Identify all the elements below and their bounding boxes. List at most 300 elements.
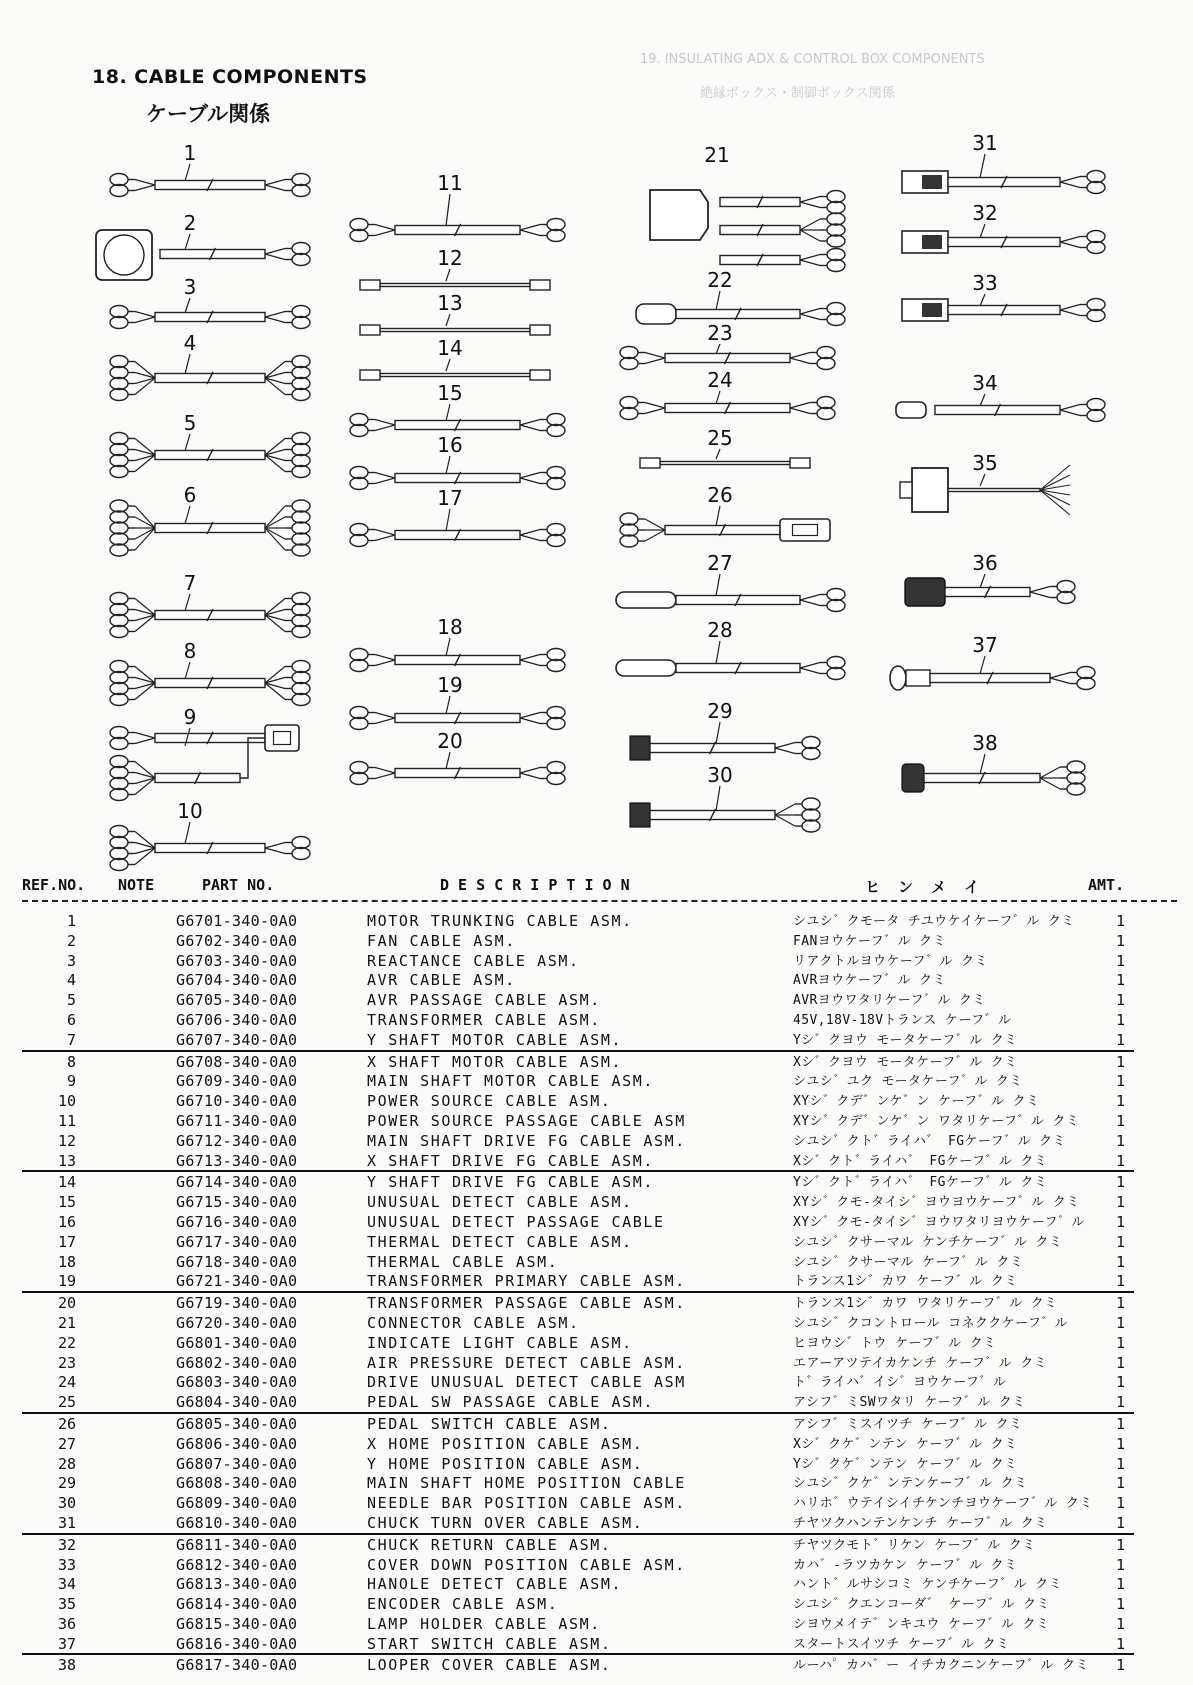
ring-terminal xyxy=(802,809,820,821)
ring-terminal xyxy=(292,626,310,638)
cable-components-diagram xyxy=(0,130,1193,880)
ref-no-cell: 28 xyxy=(57,1454,76,1473)
ring-terminal xyxy=(350,478,368,490)
table-row xyxy=(0,1635,1193,1655)
header-note: NOTE xyxy=(118,876,155,894)
wire xyxy=(800,230,820,241)
wire xyxy=(265,249,285,255)
ref-no-cell: 20 xyxy=(57,1294,76,1313)
table-row xyxy=(0,1294,1193,1314)
wire xyxy=(1060,182,1080,188)
leader-line xyxy=(446,404,450,421)
ring-terminal xyxy=(802,798,820,810)
table-row xyxy=(0,1536,1193,1556)
description-cell: Y HOME POSITION CABLE ASM. xyxy=(367,1454,644,1473)
ring-terminal xyxy=(827,213,845,225)
ring-terminal xyxy=(827,657,845,669)
part-no-cell: G6712-340-0A0 xyxy=(176,1131,298,1150)
description-cell: POWER SOURCE CABLE ASM. xyxy=(367,1092,612,1111)
ring-terminal xyxy=(547,762,565,774)
ring-terminal xyxy=(292,433,310,445)
wire xyxy=(375,655,395,661)
leader-line xyxy=(446,509,450,531)
ring-terminal xyxy=(827,303,845,315)
description-cell: REACTANCE CABLE ASM. xyxy=(367,951,580,970)
wire xyxy=(1030,592,1050,598)
ref-no-cell: 9 xyxy=(66,1072,76,1091)
leader-line xyxy=(185,354,190,374)
ring-terminal xyxy=(827,202,845,214)
amount-cell: 1 xyxy=(1115,991,1125,1010)
callout-number: 22 xyxy=(707,268,733,292)
ring-terminal xyxy=(110,756,128,768)
callout-number: 37 xyxy=(972,633,998,657)
ring-terminal xyxy=(547,414,565,426)
wire xyxy=(375,713,395,719)
amount-cell: 1 xyxy=(1115,1474,1125,1493)
ring-terminal xyxy=(292,455,310,467)
ring-terminal xyxy=(110,626,128,638)
ring-terminal xyxy=(110,466,128,478)
wire xyxy=(1060,305,1080,311)
kana-name-cell: ハント゛ルサシコミ ケンチケーフ゛ル クミ xyxy=(793,1577,1062,1593)
callout-number: 8 xyxy=(183,639,197,663)
wire xyxy=(375,718,395,724)
part-no-cell: G6815-340-0A0 xyxy=(176,1614,298,1633)
ring-terminal xyxy=(620,408,638,420)
wire xyxy=(520,478,540,484)
part-no-cell: G6714-340-0A0 xyxy=(176,1173,298,1192)
wire xyxy=(1040,767,1060,778)
wire xyxy=(265,317,285,323)
wire xyxy=(265,528,285,539)
table-row xyxy=(0,1233,1193,1253)
part-no-cell: G6807-340-0A0 xyxy=(176,1454,298,1473)
description-cell: LOOPER COVER CABLE ASM. xyxy=(367,1656,612,1675)
ring-terminal xyxy=(110,378,128,390)
callout-number: 17 xyxy=(437,486,463,510)
ring-terminal xyxy=(110,593,128,605)
description-cell: MAIN SHAFT MOTOR CABLE ASM. xyxy=(367,1072,655,1091)
leader-line xyxy=(446,314,450,326)
wire xyxy=(135,312,155,318)
ring-terminal xyxy=(547,478,565,490)
kana-name-cell: ヒヨウシ゛トウ ケーフ゛ル クミ xyxy=(793,1335,997,1351)
ring-terminal xyxy=(350,707,368,719)
kana-name-cell: トランス1シ゛カワ ケーフ゛ル クミ xyxy=(793,1274,1018,1290)
ref-no-cell: 15 xyxy=(57,1193,76,1212)
table-row xyxy=(0,1053,1193,1073)
wire xyxy=(520,655,540,661)
table-row xyxy=(0,1354,1193,1374)
part-no-cell: G6713-340-0A0 xyxy=(176,1151,298,1170)
amount-cell: 1 xyxy=(1115,1614,1125,1633)
ring-terminal xyxy=(292,511,310,523)
callout-number: 29 xyxy=(707,699,733,723)
description-cell: X SHAFT MOTOR CABLE ASM. xyxy=(367,1052,623,1071)
wire xyxy=(135,317,155,323)
wire xyxy=(520,530,540,536)
part-no-cell: G6808-340-0A0 xyxy=(176,1474,298,1493)
leader-line xyxy=(980,154,985,178)
ring-terminal xyxy=(1077,678,1095,690)
ring-terminal xyxy=(350,660,368,672)
callout-number: 33 xyxy=(972,271,998,295)
wire xyxy=(265,528,285,550)
ring-terminal xyxy=(292,185,310,197)
ring-terminal xyxy=(1067,783,1085,795)
wire xyxy=(800,600,820,606)
wire xyxy=(265,843,285,849)
table-row xyxy=(0,1615,1193,1635)
ring-terminal xyxy=(547,707,565,719)
wire xyxy=(265,180,285,186)
leader-line xyxy=(446,269,450,281)
amount-cell: 1 xyxy=(1115,1656,1125,1675)
part-no-cell: G6804-340-0A0 xyxy=(176,1393,298,1412)
table-row xyxy=(0,1092,1193,1112)
ring-terminal xyxy=(1087,299,1105,311)
amount-cell: 1 xyxy=(1115,1294,1125,1313)
kana-name-cell: チヤツクモト゛リケン ケーフ゛ル クミ xyxy=(793,1537,1036,1553)
ring-terminal xyxy=(292,533,310,545)
part-no-cell: G6702-340-0A0 xyxy=(176,931,298,950)
leader-line xyxy=(185,164,190,181)
ring-terminal xyxy=(620,347,638,359)
ring-terminal xyxy=(292,848,310,860)
table-row xyxy=(0,912,1193,932)
ring-terminal xyxy=(802,748,820,760)
ring-terminal xyxy=(547,718,565,730)
kana-name-cell: カハ゛-ラツカケン ケーフ゛ル クミ xyxy=(793,1557,1018,1573)
leader-line xyxy=(185,234,190,250)
encoder-shaft xyxy=(900,482,912,498)
ref-no-cell: 19 xyxy=(57,1272,76,1291)
indicator-lamp xyxy=(636,304,676,324)
ring-terminal xyxy=(350,535,368,547)
header-ref-no: REF.NO. xyxy=(22,876,86,894)
wire xyxy=(520,473,540,479)
table-row xyxy=(0,1393,1193,1413)
ring-terminal xyxy=(110,367,128,379)
amount-cell: 1 xyxy=(1115,951,1125,970)
callout-number: 31 xyxy=(972,131,998,155)
description-cell: TRANSFORMER PRIMARY CABLE ASM. xyxy=(367,1272,686,1291)
ring-terminal xyxy=(110,500,128,512)
ring-terminal xyxy=(292,378,310,390)
wire xyxy=(375,473,395,479)
table-row xyxy=(0,1595,1193,1615)
kana-name-cell: ハリホ゛ウテイシイチケンチヨウケーフ゛ル クミ xyxy=(793,1496,1093,1512)
ring-terminal xyxy=(547,535,565,547)
ref-no-cell: 8 xyxy=(66,1052,76,1071)
kana-name-cell: シユシ゛クエンコーダ゛ ケーフ゛ル クミ xyxy=(793,1597,1050,1613)
wire xyxy=(645,530,665,541)
ref-no-cell: 13 xyxy=(57,1151,76,1170)
table-row xyxy=(0,1455,1193,1475)
callout-number: 12 xyxy=(437,246,463,270)
wire xyxy=(645,353,665,359)
ring-terminal xyxy=(292,306,310,318)
wire xyxy=(520,660,540,666)
part-no-cell: G6701-340-0A0 xyxy=(176,912,298,930)
table-row xyxy=(0,1575,1193,1595)
part-no-cell: G6708-340-0A0 xyxy=(176,1052,298,1071)
amount-cell: 1 xyxy=(1115,1212,1125,1231)
section-subtitle: ケーブル関係 xyxy=(146,102,271,126)
table-row xyxy=(0,1031,1193,1051)
ring-terminal xyxy=(292,544,310,556)
callout-number: 28 xyxy=(707,618,733,642)
description-cell: MAIN SHAFT HOME POSITION CABLE xyxy=(367,1474,686,1493)
ring-terminal xyxy=(110,778,128,790)
amount-cell: 1 xyxy=(1115,1052,1125,1071)
thin-lead-terminal xyxy=(640,458,660,468)
description-cell: POWER SOURCE PASSAGE CABLE ASM xyxy=(367,1111,686,1130)
kana-name-cell: XYシ゛クモ-タイシ゛ヨウワタリヨウケーフ゛ル xyxy=(793,1214,1085,1230)
kana-name-cell: Xシ゛クヨウ モータケーフ゛ル クミ xyxy=(793,1054,1018,1070)
ring-terminal xyxy=(817,347,835,359)
leader-line xyxy=(446,752,450,769)
wire xyxy=(265,517,285,528)
leader-line xyxy=(980,474,985,486)
table-row xyxy=(0,1314,1193,1334)
round-connector xyxy=(265,725,299,751)
header-amt: AMT. xyxy=(1088,876,1125,894)
leader-line xyxy=(185,506,190,524)
ref-no-cell: 24 xyxy=(57,1373,76,1392)
table-row xyxy=(0,1656,1193,1676)
leader-line xyxy=(446,638,450,656)
part-no-cell: G6711-340-0A0 xyxy=(176,1111,298,1130)
ring-terminal xyxy=(292,615,310,627)
ref-no-cell: 23 xyxy=(57,1353,76,1372)
table-row xyxy=(0,1112,1193,1132)
ring-terminal xyxy=(1087,182,1105,194)
leader-line xyxy=(716,786,720,811)
lamp-holder xyxy=(905,578,945,606)
leader-line xyxy=(185,822,190,844)
wire xyxy=(135,185,155,191)
leader-line xyxy=(980,294,985,306)
ref-no-cell: 36 xyxy=(57,1614,76,1633)
ring-terminal xyxy=(110,672,128,684)
wire xyxy=(265,185,285,191)
ring-terminal xyxy=(110,859,128,871)
part-no-cell: G6801-340-0A0 xyxy=(176,1333,298,1352)
callout-number: 1 xyxy=(183,141,197,165)
description-cell: CONNECTOR CABLE ASM. xyxy=(367,1313,580,1332)
leader-line xyxy=(446,194,450,226)
amount-cell: 1 xyxy=(1115,1555,1125,1574)
leader-line xyxy=(446,359,450,371)
part-no-cell: G6715-340-0A0 xyxy=(176,1193,298,1212)
ref-no-cell: 6 xyxy=(66,1010,76,1029)
leader-line xyxy=(185,298,190,313)
wire xyxy=(265,254,285,260)
ring-terminal xyxy=(620,358,638,370)
thin-lead-terminal xyxy=(530,370,550,380)
description-cell: UNUSUAL DETECT PASSAGE CABLE xyxy=(367,1212,665,1231)
amount-cell: 1 xyxy=(1115,1173,1125,1192)
wire xyxy=(135,733,155,739)
table-row xyxy=(0,1011,1193,1031)
ring-terminal xyxy=(817,397,835,409)
ref-no-cell: 27 xyxy=(57,1434,76,1453)
ring-terminal xyxy=(827,224,845,236)
ring-terminal xyxy=(1087,410,1105,422)
wire xyxy=(135,180,155,186)
wire xyxy=(1040,778,1060,789)
start-button-cap xyxy=(890,666,906,690)
cable-bend xyxy=(240,738,265,778)
ring-terminal xyxy=(110,848,128,860)
wire xyxy=(375,425,395,431)
table-row xyxy=(0,991,1193,1011)
wire xyxy=(645,403,665,409)
amount-cell: 1 xyxy=(1115,931,1125,950)
part-no-cell: G6814-340-0A0 xyxy=(176,1595,298,1614)
callout-number: 32 xyxy=(972,201,998,225)
sensor-probe xyxy=(616,592,676,608)
ring-terminal xyxy=(292,356,310,368)
table-row xyxy=(0,1152,1193,1172)
part-no-cell: G6719-340-0A0 xyxy=(176,1294,298,1313)
table-row xyxy=(0,1272,1193,1292)
ref-no-cell: 7 xyxy=(66,1030,76,1049)
ring-terminal xyxy=(1087,399,1105,411)
ring-terminal xyxy=(1077,667,1095,679)
callout-number: 21 xyxy=(704,143,730,167)
description-cell: AIR PRESSURE DETECT CABLE ASM. xyxy=(367,1353,686,1372)
description-cell: X HOME POSITION CABLE ASM. xyxy=(367,1434,644,1453)
callout-number: 11 xyxy=(437,171,463,195)
leader-line xyxy=(716,506,720,526)
description-cell: FAN CABLE ASM. xyxy=(367,931,516,950)
ring-terminal xyxy=(547,425,565,437)
amount-cell: 1 xyxy=(1115,1010,1125,1029)
kana-name-cell: スタートスイツチ ケーフ゛ル クミ xyxy=(793,1636,1010,1652)
wire xyxy=(800,309,820,315)
kana-name-cell: シユシ゛クト゛ライハ゛ FGケーフ゛ル クミ xyxy=(793,1133,1066,1149)
description-cell: AVR PASSAGE CABLE ASM. xyxy=(367,991,601,1010)
ring-terminal xyxy=(827,191,845,203)
ring-terminal xyxy=(110,533,128,545)
table-row xyxy=(0,932,1193,952)
wire xyxy=(775,815,795,826)
wire xyxy=(375,773,395,779)
wire xyxy=(375,768,395,774)
ring-terminal xyxy=(292,444,310,456)
switch-actuator xyxy=(922,303,942,317)
description-cell: COVER DOWN POSITION CABLE ASM. xyxy=(367,1555,686,1574)
callout-number: 15 xyxy=(437,381,463,405)
wire xyxy=(645,408,665,414)
callout-number: 16 xyxy=(437,433,463,457)
ring-terminal xyxy=(292,174,310,186)
ring-terminal xyxy=(1057,592,1075,604)
switch-actuator xyxy=(922,175,942,189)
kana-name-cell: シヨウメイテ゛ンキユウ ケーフ゛ル クミ xyxy=(793,1616,1050,1632)
description-cell: INDICATE LIGHT CABLE ASM. xyxy=(367,1333,633,1352)
cable-sheath xyxy=(380,284,530,287)
ring-terminal xyxy=(350,414,368,426)
description-cell: Y SHAFT MOTOR CABLE ASM. xyxy=(367,1030,623,1049)
table-row xyxy=(0,1474,1193,1494)
cover-switch xyxy=(902,764,924,792)
ring-terminal xyxy=(110,826,128,838)
ring-terminal xyxy=(110,683,128,695)
ref-no-cell: 2 xyxy=(66,931,76,950)
leader-line xyxy=(980,656,985,674)
ring-terminal xyxy=(110,767,128,779)
description-cell: THERMAL DETECT CABLE ASM. xyxy=(367,1232,633,1251)
part-no-cell: G6716-340-0A0 xyxy=(176,1212,298,1231)
ring-terminal xyxy=(292,367,310,379)
group-separator xyxy=(22,1653,1134,1655)
wire xyxy=(775,748,795,754)
wire xyxy=(775,804,795,815)
amount-cell: 1 xyxy=(1115,1634,1125,1653)
ref-no-cell: 5 xyxy=(66,991,76,1010)
ref-no-cell: 22 xyxy=(57,1333,76,1352)
callout-number: 26 xyxy=(707,483,733,507)
wire xyxy=(800,202,820,208)
wire xyxy=(265,312,285,318)
part-no-cell: G6720-340-0A0 xyxy=(176,1313,298,1332)
leader-line xyxy=(185,594,190,611)
callout-number: 34 xyxy=(972,371,998,395)
leader-line xyxy=(980,754,985,774)
leader-line xyxy=(716,391,720,404)
cable-sheath xyxy=(948,489,1040,492)
description-cell: X SHAFT DRIVE FG CABLE ASM. xyxy=(367,1151,655,1170)
part-no-cell: G6718-340-0A0 xyxy=(176,1252,298,1271)
ring-terminal xyxy=(110,444,128,456)
description-cell: START SWITCH CABLE ASM. xyxy=(367,1634,612,1653)
parts-table xyxy=(0,912,1193,1676)
ref-no-cell: 11 xyxy=(57,1111,76,1130)
ring-terminal xyxy=(827,314,845,326)
callout-number: 25 xyxy=(707,426,733,450)
ring-terminal xyxy=(110,544,128,556)
ring-terminal xyxy=(1057,581,1075,593)
table-row xyxy=(0,1514,1193,1534)
ring-terminal xyxy=(110,511,128,523)
ring-terminal xyxy=(802,737,820,749)
ring-terminal xyxy=(827,235,845,247)
leader-line xyxy=(716,722,720,744)
wire xyxy=(375,225,395,231)
wire xyxy=(520,768,540,774)
description-cell: UNUSUAL DETECT CABLE ASM. xyxy=(367,1193,633,1212)
ref-no-cell: 14 xyxy=(57,1173,76,1192)
ref-no-cell: 30 xyxy=(57,1494,76,1513)
ring-terminal xyxy=(620,524,638,536)
wire xyxy=(800,255,820,261)
amount-cell: 1 xyxy=(1115,1151,1125,1170)
ref-no-cell: 21 xyxy=(57,1313,76,1332)
ring-terminal xyxy=(817,358,835,370)
switch-actuator xyxy=(922,235,942,249)
ring-terminal xyxy=(110,356,128,368)
ref-no-cell: 18 xyxy=(57,1252,76,1271)
kana-name-cell: シユシ゛クケ゛ンテンケーフ゛ル クミ xyxy=(793,1476,1028,1492)
ring-terminal xyxy=(1087,231,1105,243)
amount-cell: 1 xyxy=(1115,1595,1125,1614)
ring-terminal xyxy=(1067,772,1085,784)
ring-terminal xyxy=(292,672,310,684)
